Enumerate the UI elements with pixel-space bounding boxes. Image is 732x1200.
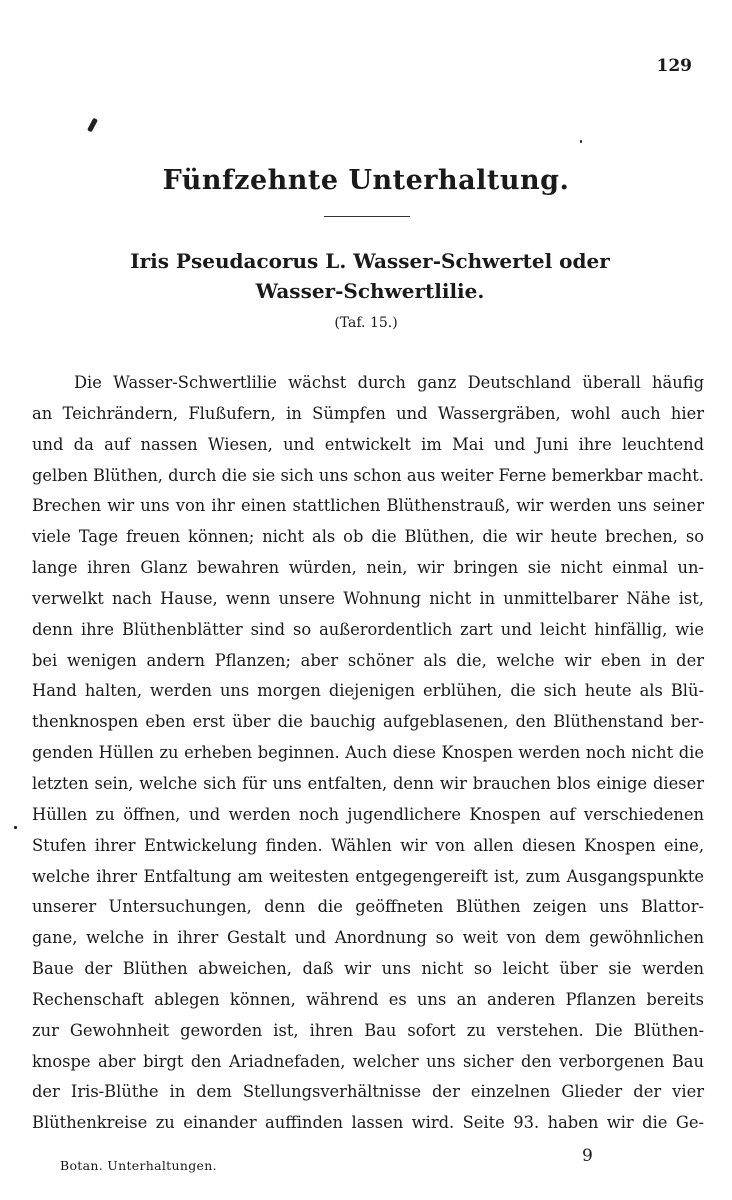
- body-line: knospe aber birgt den Ariadnefaden, welcher uns sicher den verborgenen Bau: [32, 1051, 704, 1071]
- body-line: gane, welche in ihrer Gestalt und Anordnung so weit von dem gewöhnlichen: [32, 928, 704, 948]
- body-line: Brechen wir uns von ihr einen stattlichen Blüthenstrauß, wir werden uns seiner: [32, 496, 704, 516]
- section-heading-line-2: Wasser-Schwertlilie.: [255, 279, 485, 303]
- body-line: an Teichrändern, Flußufern, in Sümpfen und Wassergräben, wohl auch hier: [32, 403, 704, 423]
- body-text: [32, 368, 704, 1139]
- body-line: genden Hüllen zu erheben beginnen. Auch diese Knospen werden noch nicht die: [32, 743, 704, 763]
- footer-running-title: Botan. Unterhaltungen.: [60, 1158, 217, 1173]
- signature-mark: 9: [582, 1146, 593, 1166]
- body-line: Die Wasser-Schwertlilie wächst durch ganz Deutschland überall häufig: [74, 373, 704, 392]
- body-line: gelben Blüthen, durch die sie sich uns schon aus weiter Ferne bemerkbar macht.: [32, 465, 704, 485]
- body-line: lange ihren Glanz bewahren würden, nein, wir bringen sie nicht einmal un-: [32, 558, 704, 578]
- body-line: Rechenschaft ablegen können, während es uns an anderen Pflanzen bereits: [32, 989, 704, 1009]
- body-line: und da auf nassen Wiesen, und entwickelt im Mai und Juni ihre leuchtend: [32, 434, 704, 454]
- body-line: Stufen ihrer Entwickelung finden. Wählen wir von allen diesen Knospen eine,: [32, 835, 704, 855]
- title-rule: [324, 216, 410, 217]
- body-line: denn ihre Blüthenblätter sind so außerordentlich zart und leicht hinfällig, wie: [32, 619, 704, 639]
- section-heading: [100, 246, 640, 306]
- body-line: bei wenigen andern Pflanzen; aber schöner als die, welche wir eben in der: [32, 650, 704, 670]
- body-line: thenknospen eben erst über die bauchig aufgeblasenen, den Blüthenstand ber-: [32, 712, 704, 732]
- chapter-title: Fünfzehnte Unterhaltung.: [162, 165, 570, 196]
- section-heading-line-1: Iris Pseudacorus L. Wasser-Schwertel oder: [130, 249, 610, 273]
- body-line: viele Tage freuen können; nicht als ob die Blüthen, die wir heute brechen, so: [32, 527, 704, 547]
- body-line: Baue der Blüthen abweichen, daß wir uns nicht so leicht über sie werden: [32, 959, 704, 979]
- body-line: Blüthenkreise zu einander auffinden lassen wird. Seite 93. haben wir die Ge-: [32, 1113, 704, 1133]
- ink-speck-top-left: [87, 118, 98, 133]
- plate-reference: (Taf. 15.): [334, 315, 398, 331]
- body-line: unserer Untersuchungen, denn die geöffneten Blüthen zeigen uns Blattor-: [32, 897, 704, 917]
- body-line: welche ihrer Entfaltung am weitesten entgegengereift ist, zum Ausgangspunkte: [32, 866, 704, 886]
- ink-speck-margin: [14, 826, 17, 829]
- page-number: 129: [656, 56, 692, 76]
- body-line: letzten sein, welche sich für uns entfalten, denn wir brauchen blos einige dieser: [32, 773, 704, 793]
- body-line: Hand halten, werden uns morgen diejenigen erblühen, die sich heute als Blü-: [32, 681, 704, 701]
- body-line: der Iris-Blüthe in dem Stellungsverhältnisse der einzelnen Glieder der vier: [32, 1082, 704, 1102]
- body-line: zur Gewohnheit geworden ist, ihren Bau sofort zu verstehen. Die Blüthen-: [32, 1020, 704, 1040]
- body-line: Hüllen zu öffnen, und werden noch jugendlichere Knospen auf verschiedenen: [32, 804, 704, 824]
- ink-speck-right: [580, 140, 582, 143]
- body-line: verwelkt nach Hause, wenn unsere Wohnung nicht in unmittelbarer Nähe ist,: [32, 588, 704, 608]
